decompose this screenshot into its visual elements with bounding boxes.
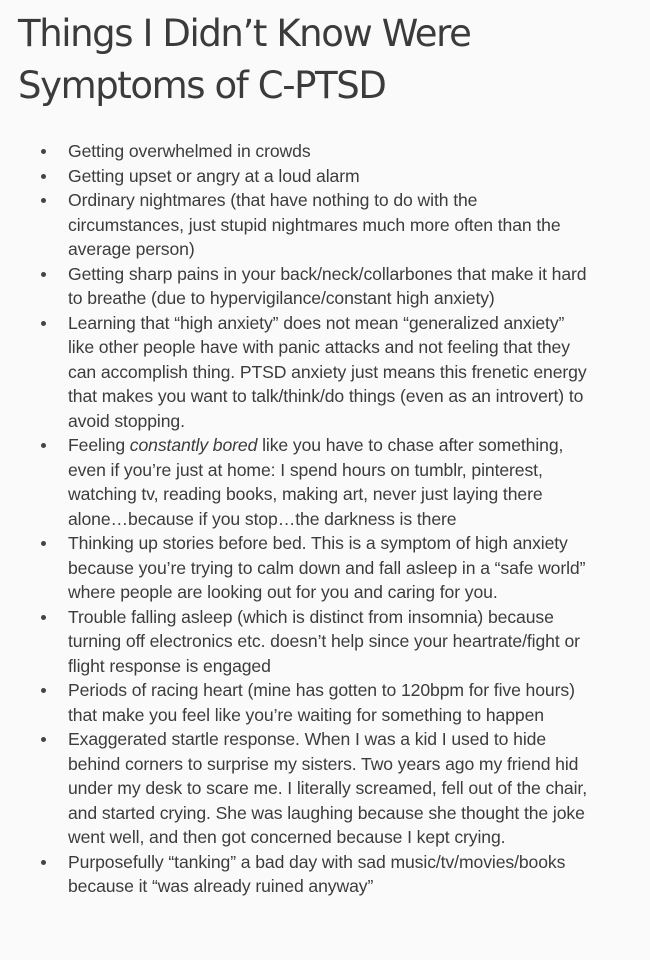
item-text: Getting upset or angry at a loud alarm — [68, 165, 360, 186]
item-text: turning off electronics etc. doesn’t help since your heartrate/fight or — [68, 631, 580, 651]
bullet-icon — [41, 615, 46, 620]
item-text: Purposefully “tanking” a bad day with sad music/tv/movies/books — [68, 851, 566, 872]
list-item — [0, 188, 650, 262]
item-text-segment: like you have to chase after something, — [257, 435, 564, 455]
item-text: Learning that “high anxiety” does not mean “generalized anxiety” — [68, 312, 565, 333]
title-line-1: Things I Didn’t Know Were — [18, 12, 471, 55]
item-text: Trouble falling asleep (which is distinct from insomnia) because — [68, 606, 554, 627]
item-text-segment: Feeling — [68, 435, 130, 455]
bullet-icon — [41, 737, 46, 742]
item-text: watching tv, reading books, making art, never just laying there — [68, 484, 543, 504]
item-text: Getting sharp pains in your back/neck/collarbones that make it hard — [68, 263, 587, 284]
item-text: Ordinary nightmares (that have nothing to do with the — [68, 190, 478, 210]
list-item — [0, 311, 650, 434]
item-text: behind corners to surprise my sisters. Two years ago my friend hid — [68, 753, 579, 774]
item-text: avoid stopping. — [68, 410, 185, 431]
item-text: to breathe (due to hypervigilance/constant high anxiety) — [68, 288, 495, 308]
bullet-icon — [41, 198, 46, 203]
item-text: flight response is engaged — [68, 655, 271, 676]
list-item — [0, 605, 650, 679]
item-text: like other people have with panic attacks and not feeling that they — [68, 337, 570, 357]
item-text: even if you’re just at home: I spend hours on tumblr, pinterest, — [68, 459, 543, 480]
title-line-2: Symptoms of C-PTSD — [18, 64, 386, 107]
item-text: can accomplish thing. PTSD anxiety just means this frenetic energy — [68, 361, 587, 382]
item-text: where people are looking out for you and caring for you. — [68, 582, 498, 602]
item-text: that make you feel like you’re waiting for something to happen — [68, 704, 544, 725]
bullet-icon — [41, 174, 46, 179]
list-item — [0, 678, 650, 727]
item-text: under my desk to scare me. I literally screamed, fell out of the chair, — [68, 778, 587, 798]
bullet-icon — [41, 321, 46, 326]
page-title — [18, 8, 638, 112]
item-text: Thinking up stories before bed. This is a symptom of high anxiety — [68, 533, 568, 553]
item-text: that makes you want to talk/think/do things (even as an introvert) to — [68, 386, 584, 406]
item-text — [68, 433, 650, 458]
bullet-icon — [41, 149, 46, 154]
bullet-icon — [41, 443, 46, 448]
item-text: alone…because if you stop…the darkness is there — [68, 508, 457, 529]
item-text: and started crying. She was laughing because she thought the joke — [68, 802, 585, 823]
list-item — [0, 139, 650, 164]
bullet-icon — [41, 541, 46, 546]
item-text: circumstances, just stupid nightmares much more often than the — [68, 214, 561, 235]
item-text: because you’re trying to calm down and fall asleep in a “safe world” — [68, 557, 586, 578]
item-text: went well, and then got concerned because I kept crying. — [68, 827, 506, 847]
item-text: average person) — [68, 239, 195, 259]
list-item — [0, 433, 650, 531]
list-item — [0, 727, 650, 850]
symptom-list — [0, 139, 650, 899]
emphasis-text: constantly bored — [129, 435, 258, 455]
list-item — [0, 531, 650, 605]
item-text: Exaggerated startle response. When I was a kid I used to hide — [68, 729, 547, 749]
bullet-icon — [41, 860, 46, 865]
list-item — [0, 262, 650, 311]
list-item — [0, 164, 650, 189]
bullet-icon — [41, 688, 46, 693]
item-text: because it “was already ruined anyway” — [68, 876, 374, 896]
item-text: Getting overwhelmed in crowds — [68, 141, 311, 161]
list-item — [0, 850, 650, 899]
bullet-icon — [41, 272, 46, 277]
item-text: Periods of racing heart (mine has gotten to 120bpm for five hours) — [68, 680, 575, 700]
